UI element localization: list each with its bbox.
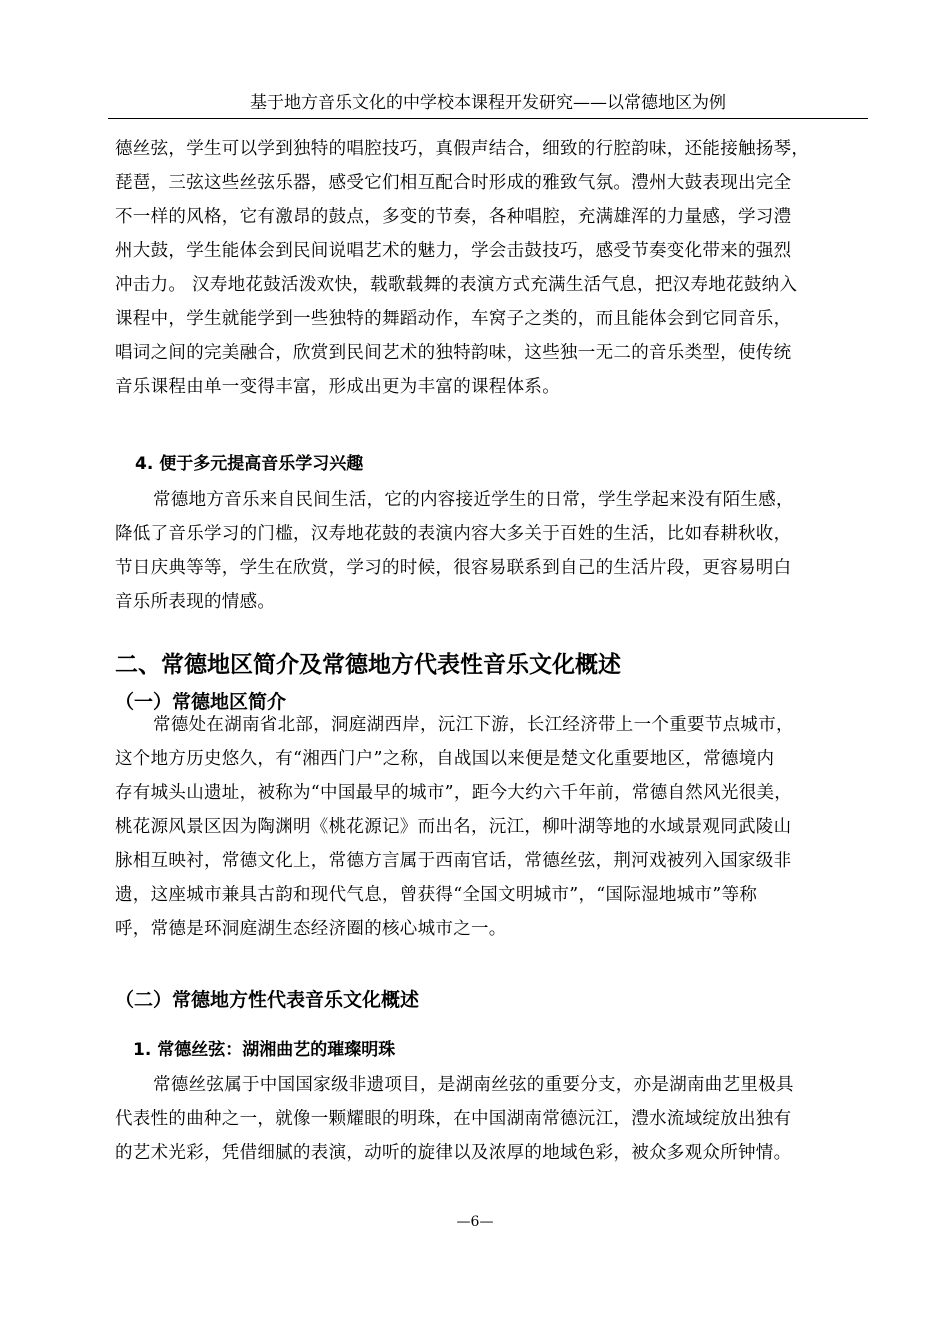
text-line: 呼，常德是环洞庭湖生态经济圈的核心城市之一。	[115, 919, 507, 939]
section-4-heading: 4. 便于多元提高音乐学习兴趣	[135, 454, 364, 474]
text-line: 课程中，学生就能学到一些独特的舞蹈动作，车窝子之类的，而且能体会到它同音乐，	[115, 309, 792, 329]
text-line: 遗，这座城市兼具古韵和现代气息，曾获得“全国文明城市”，“国际湿地城市”等称	[115, 885, 758, 905]
text-line: 音乐所表现的情感。	[115, 592, 276, 612]
header-rule	[108, 118, 868, 119]
text-line: 德丝弦，学生可以学到独特的唱腔技巧，真假声结合，细致的行腔韵味，还能接触扬琴，	[115, 139, 810, 159]
text-line: 的艺术光彩，凭借细腻的表演，动听的旋律以及浓厚的地域色彩，被众多观众所钟情。	[115, 1143, 792, 1163]
subsection-2-heading: （二）常德地方性代表音乐文化概述	[115, 989, 420, 1011]
text-line: 这个地方历史悠久，有“湘西门户”之称，自战国以来便是楚文化重要地区，常德境内	[115, 749, 775, 769]
text-line: 州大鼓，学生能体会到民间说唱艺术的魅力，学会击鼓技巧，感受节奏变化带来的强烈	[115, 241, 792, 261]
text-line: 音乐课程由单一变得丰富，形成出更为丰富的课程体系。	[115, 377, 560, 397]
subsection-1-paragraph	[115, 708, 867, 946]
running-header: 基于地方音乐文化的中学校本课程开发研究——以常德地区为例	[250, 93, 726, 113]
chapter-heading: 二、常德地区简介及常德地方代表性音乐文化概述	[115, 652, 621, 678]
text-line: 常德地方音乐来自民间生活，它的内容接近学生的日常，学生学起来没有陌生感，	[153, 490, 794, 510]
text-line: 不一样的风格，它有激昂的鼓点，多变的节奏，各种唱腔，充满雄浑的力量感，学习澧	[115, 207, 792, 227]
text-line: 降低了音乐学习的门槛，汉寿地花鼓的表演内容大多关于百姓的生活，比如春耕秋收，	[115, 524, 792, 544]
item-1-heading: 1. 常德丝弦：湖湘曲艺的璀璨明珠	[133, 1040, 396, 1060]
subsection-1-heading: （一）常德地区简介	[115, 691, 287, 713]
text-line: 冲击力。 汉寿地花鼓活泼欢快，载歌载舞的表演方式充满生活气息，把汉寿地花鼓纳入	[115, 275, 798, 295]
text-line: 琵琶，三弦这些丝弦乐器，感受它们相互配合时形成的雅致气氛。澧州大鼓表现出完全	[115, 173, 792, 193]
section-4-paragraph	[115, 483, 867, 619]
text-line: 节日庆典等等，学生在欣赏，学习的时候，很容易联系到自己的生活片段，更容易明白	[115, 558, 792, 578]
text-line: 常德丝弦属于中国国家级非遗项目，是湖南丝弦的重要分支，亦是湖南曲艺里极具	[153, 1075, 794, 1095]
page-number: —6—	[456, 1214, 494, 1230]
item-1-paragraph	[115, 1068, 867, 1170]
text-line: 存有城头山遗址，被称为“中国最早的城市”，距今大约六千年前，常德自然风光很美，	[115, 783, 793, 803]
text-line: 桃花源风景区因为陶渊明《桃花源记》而出名，沅江，柳叶湖等地的水域景观同武陵山	[115, 817, 792, 837]
text-line: 常德处在湖南省北部，洞庭湖西岸，沅江下游，长江经济带上一个重要节点城市，	[153, 715, 794, 735]
paragraph-continued	[115, 132, 867, 404]
text-line: 脉相互映衬，常德文化上，常德方言属于西南官话，常德丝弦，荆河戏被列入国家级非	[115, 851, 792, 871]
text-line: 唱词之间的完美融合，欣赏到民间艺术的独特韵味，这些独一无二的音乐类型，使传统	[115, 343, 792, 363]
text-line: 代表性的曲种之一，就像一颗耀眼的明珠，在中国湖南常德沅江，澧水流域绽放出独有	[115, 1109, 792, 1129]
